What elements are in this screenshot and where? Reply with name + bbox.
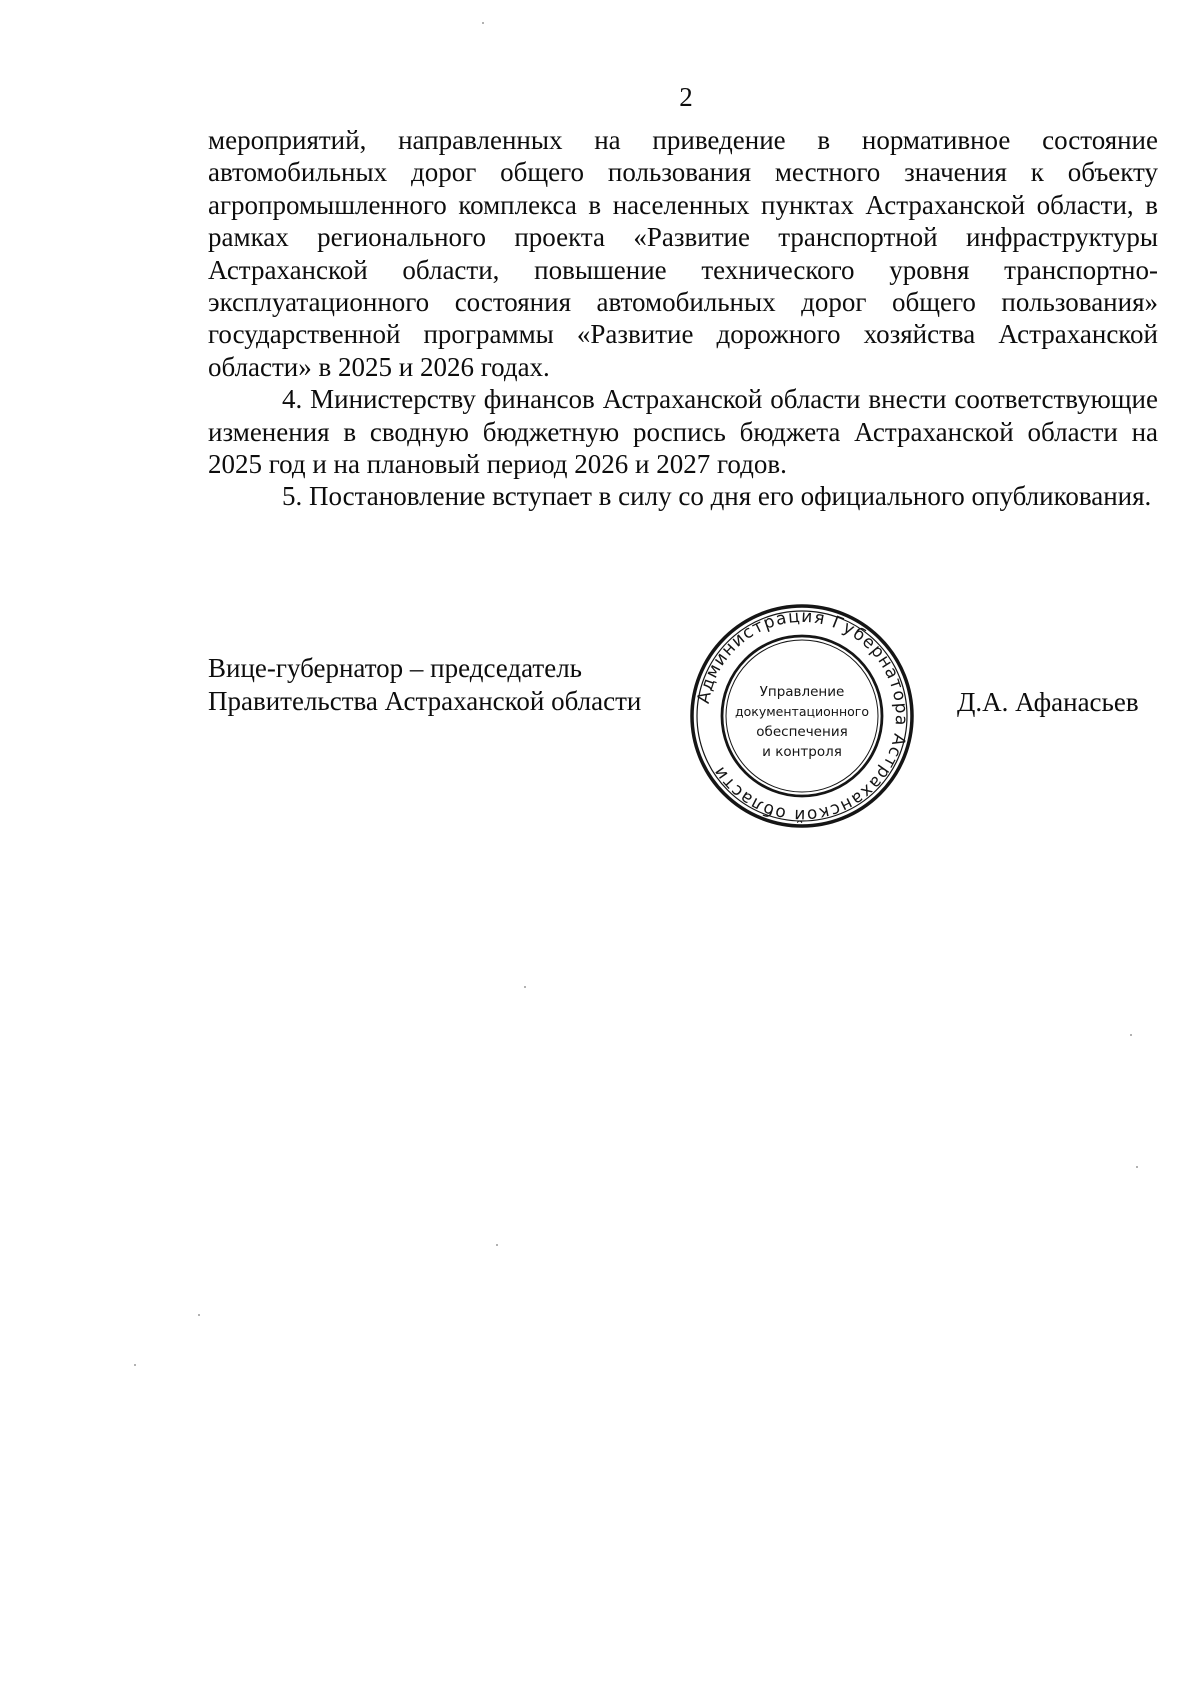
paragraph-item-4: 4. Министерству финансов Астраханской области внести соответствующие изменения в сводную бюджетную роспись бюджета Астраханской области на 2025 год и на плановый период 2026 и 2027 годов. — [208, 384, 1158, 480]
scan-speck — [482, 22, 484, 24]
signer-name: Д.А. Афанасьев — [957, 687, 1139, 717]
official-stamp-icon — [690, 604, 914, 828]
scan-speck — [496, 1244, 498, 1246]
scan-speck — [1130, 1034, 1132, 1036]
stamp-center-line-3: обеспечения — [756, 724, 848, 740]
scan-speck — [524, 986, 526, 988]
stamp-outer-text-path: Администрация Губернатора Астраханской области — [693, 606, 912, 826]
signature-position-line-2: Правительства Астраханской области — [208, 686, 642, 716]
scan-speck — [134, 1364, 136, 1366]
stamp-center-line-1: Управление — [759, 684, 845, 700]
scan-speck — [1136, 1166, 1138, 1168]
signature-position — [208, 652, 641, 718]
signature-position-line-1: Вице-губернатор – председатель — [208, 653, 582, 683]
stamp-center-line-2: документационного — [735, 704, 869, 719]
stamp-center-line-4: и контроля — [762, 744, 842, 760]
document-body — [208, 124, 1158, 513]
paragraph-continuation: мероприятий, направленных на приведение в нормативное состояние автомобильных дорог общего пользования местного значения к объекту агропромышленного комплекса в населенных пунктах Астраханской области, в рамках регионального проекта «Развитие транспортной инфраструктуры Астраханской области, повышение технического уровня транспортно-эксплуатационного состояния автомобильных дорог общего пользования» государственной программы «Развитие дорожного хозяйства Астраханской области» в 2025 и 2026 годах. — [208, 125, 1158, 382]
paragraph-item-5: 5. Постановление вступает в силу со дня его официального опубликования. — [282, 481, 1152, 512]
scan-speck — [198, 1314, 200, 1316]
page-number: 2 — [679, 82, 693, 112]
